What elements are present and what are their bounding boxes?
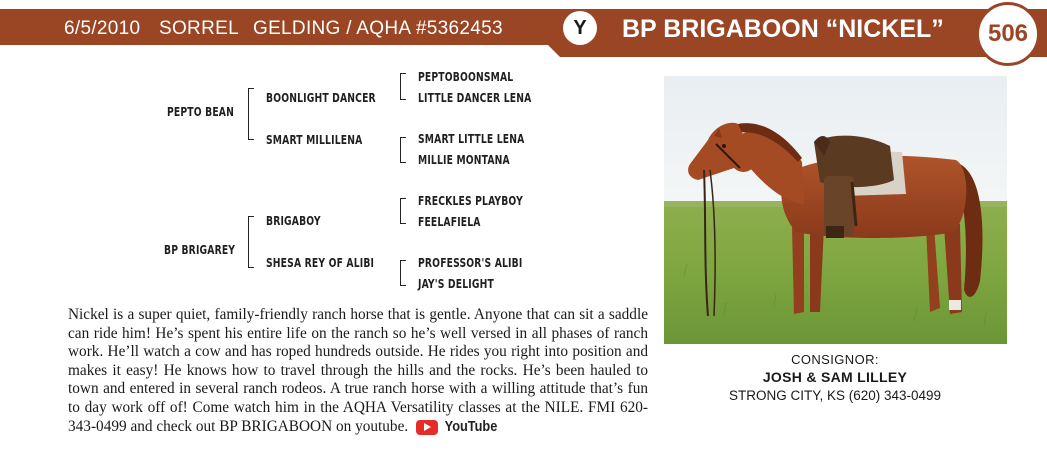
pedigree-sire-sire-dam: LITTLE DANCER LENA [418, 90, 532, 105]
pedigree-dam-sire-dam: FEELAFIELA [418, 214, 481, 229]
lot-number-badge: 506 [976, 2, 1040, 66]
youtube-logo-icon [416, 420, 438, 435]
pedigree-bracket [400, 73, 406, 100]
horse-photo-image [664, 76, 1007, 344]
pedigree-bracket [400, 137, 406, 163]
pedigree-sire-sire-sire: PEPTOBOONSMAL [418, 69, 514, 84]
pedigree-sire-dam-dam: MILLIE MONTANA [418, 152, 510, 167]
description-text: Nickel is a super quiet, family-friendly ranch horse that is gentle. Anyone that can sit a saddle can ride him! He’s spent his entire life on the ranch so he’s well versed in all phases of ranch work. He’ll watch a cow and has roped hundreds outside. He rides you right into position and makes it easy! He knows how to travel through the hills and the rocks. He’s been hauled to town and entered in several ranch rodeos. A true ranch horse with a willing attitude that’s fun to day work off of! Come watch him in the AQHA Versatility classes at the NILE. FMI 620-343-0499 and check out BP BRIGABOON on youtube. [68, 306, 648, 435]
consignor-location: STRONG CITY, KS (620) 343-0499 [728, 388, 942, 403]
horse-color: SORREL [159, 18, 239, 39]
pedigree-dam-dam-sire: PROFESSOR'S ALIBI [418, 255, 523, 270]
pedigree-dam-sire-sire: FRECKLES PLAYBOY [418, 193, 523, 208]
pedigree-bracket [248, 216, 254, 268]
pedigree-dam-dam: SHESA REY OF ALIBI [266, 255, 375, 270]
horse-photo [664, 76, 1007, 344]
division-badge: Y [563, 11, 597, 45]
pedigree-bracket [248, 88, 254, 140]
pedigree-sire-dam-sire: SMART LITTLE LENA [418, 131, 525, 146]
pedigree-dam-sire: BRIGABOY [266, 213, 321, 228]
pedigree-dam: BP BRIGAREY [164, 242, 236, 257]
consignor-label: CONSIGNOR: [791, 352, 879, 367]
pedigree-bracket [400, 260, 406, 286]
pedigree-bracket [400, 198, 406, 224]
pedigree-sire-dam: SMART MILLILENA [266, 132, 363, 147]
youtube-link[interactable] [416, 418, 502, 437]
pedigree-sire: PEPTO BEAN [167, 104, 234, 119]
registration-info: GELDING / AQHA #5362453 [253, 18, 503, 39]
youtube-label: YouTube [444, 417, 498, 435]
pedigree-sire-sire: BOONLIGHT DANCER [266, 90, 376, 105]
horse-description [68, 306, 648, 436]
horse-name: BP BRIGABOON “NICKEL” [622, 15, 944, 43]
foaling-date: 6/5/2010 [64, 18, 141, 39]
pedigree-dam-dam-dam: JAY'S DELIGHT [418, 276, 494, 291]
consignor-name: JOSH & SAM LILLEY [762, 369, 908, 385]
